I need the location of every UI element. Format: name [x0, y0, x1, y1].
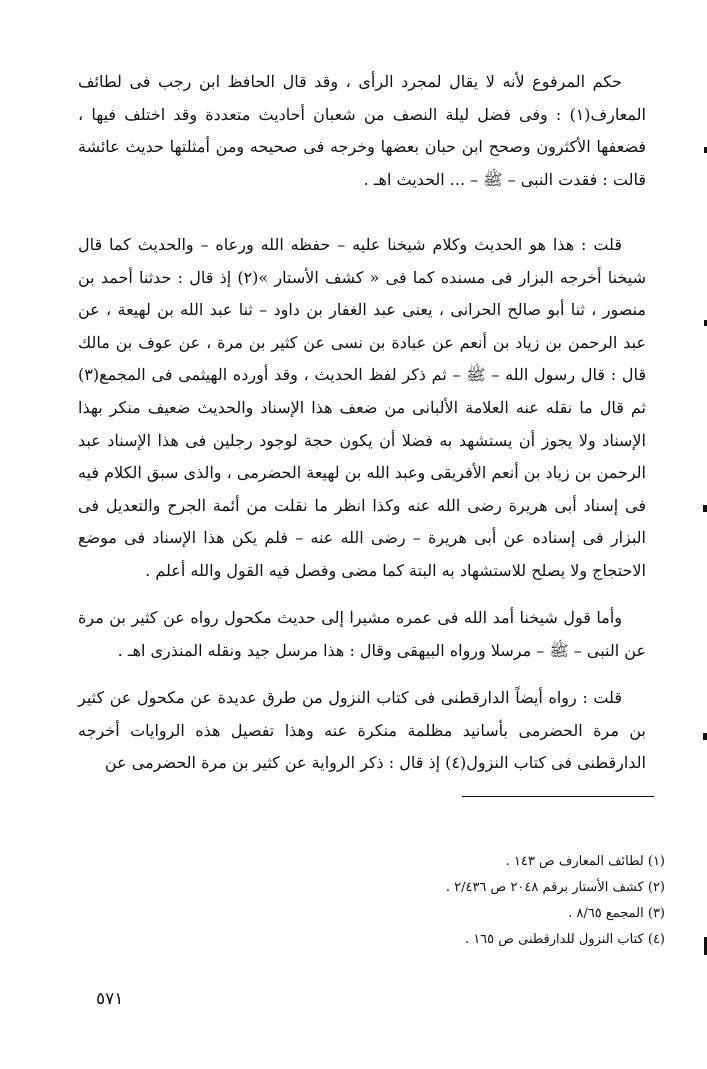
footnotes: [200, 849, 665, 953]
body-paragraph-1: [78, 66, 646, 196]
footnote-3: (٣) المجمع ٨/٦٥ .: [568, 906, 665, 921]
paragraph-text: وأما قول شيخنا أمد الله فى عمره مشيرا إلى حديث مكحول رواه عن كثير بن مرة عن النبى – ﷺ – مرسلا ورواه البيهقى وقال : هذا مرسل جيد ونقله المنذرى اهـ .: [78, 608, 646, 660]
footnote-4: (٤) كتاب النزول للدارقطنى ص ١٦٥ .: [464, 932, 665, 947]
paragraph-text: قلت : هذا هو الحديث وكلام شيخنا عليه – حفظه الله ورعاه – والحديث كما قال شيخنا أخرجه البزار فى مسنده كما فى « كشف الأستار »(٢) إذ قال : حدثنا أحمد بن منصور ، ثنا أبو صالح الحرانى ، يعنى عبد الغفار بن داود – ثنا عبد الله بن لهيعة ، عن عبد الرحمن بن زياد بن أنعم عن عبادة بن نسى عن كثير بن مرة ، عن عوف بن مالك قال : قال رسول الله – ﷺ – ثم ذكر لفظ الحديث ، وقد أورده الهيثمى فى المجمع(٣) ثم قال ما نقله عنه العلامة الألبانى من ضعف هذا الإسناد والحديث ضعيف منكر بهذا الإسناد ولا يجوز أن يستشهد به فضلا أن يكون حجة لوجود رجلين فى هذا الإسناد عبد الرحمن بن زياد بن أنعم الأفريقى وعبد الله بن لهيعة الحضرمى ، والذى سبق الكلام فيه فى إسناد أبى هريرة رضى الله عنه وكذا انظر ما نقلت من أئمة الجرح والتعديل فى البزار فى إسناده عن أبى هريرة – رضى الله عنه – فلم يكن هذا الإسناد فى موضع الاحتجاج ولا يصلح للاستشهاد به البتة كما مضى وفصل فيه القول والله أعلم .: [78, 235, 647, 580]
body-paragraph-3: [78, 602, 646, 667]
page-number: ٥٧١: [96, 989, 124, 1009]
body-paragraph-4: [78, 682, 646, 780]
footnote-2: (٢) كشف الأستار برقم ٢٠٤٨ ص ٢/٤٣٦ .: [445, 880, 665, 895]
paragraph-text: قلت : رواه أيضاً الدارقطنى فى كتاب النزول من طرق عديدة عن مكحول عن كثير بن مرة الحضرمى بأسانيد مظلمة منكرة عنه وهذا تفصيل هذه الروايات أخرجه الدارقطنى فى كتاب النزول(٤) إذ قال : ذكر الرواية عن كثير بن مرة الحضرمى عن: [78, 688, 646, 773]
footnote-separator: [462, 796, 654, 797]
body-paragraph-2: [78, 229, 646, 588]
footnote-1: (١) لطائف المعارف ص ١٤٣ .: [505, 854, 665, 869]
edge-mark: [703, 505, 707, 512]
paragraph-text: حكم المرفوع لأنه لا يقال لمجرد الرأى ، وقد قال الحافظ ابن رجب فى لطائف المعارف(١) : وفى فضل ليلة النصف من شعبان أحاديث متعددة وقد اختلف فيها ، فضعفها الأكثرون وصحح ابن حبان بعضها وخرجه فى صحيحه ومن أمثلتها حديث عائشة قالت : فقدت النبى – ﷺ – ... الحديث اهـ .: [78, 72, 646, 189]
edge-mark: [703, 733, 707, 740]
